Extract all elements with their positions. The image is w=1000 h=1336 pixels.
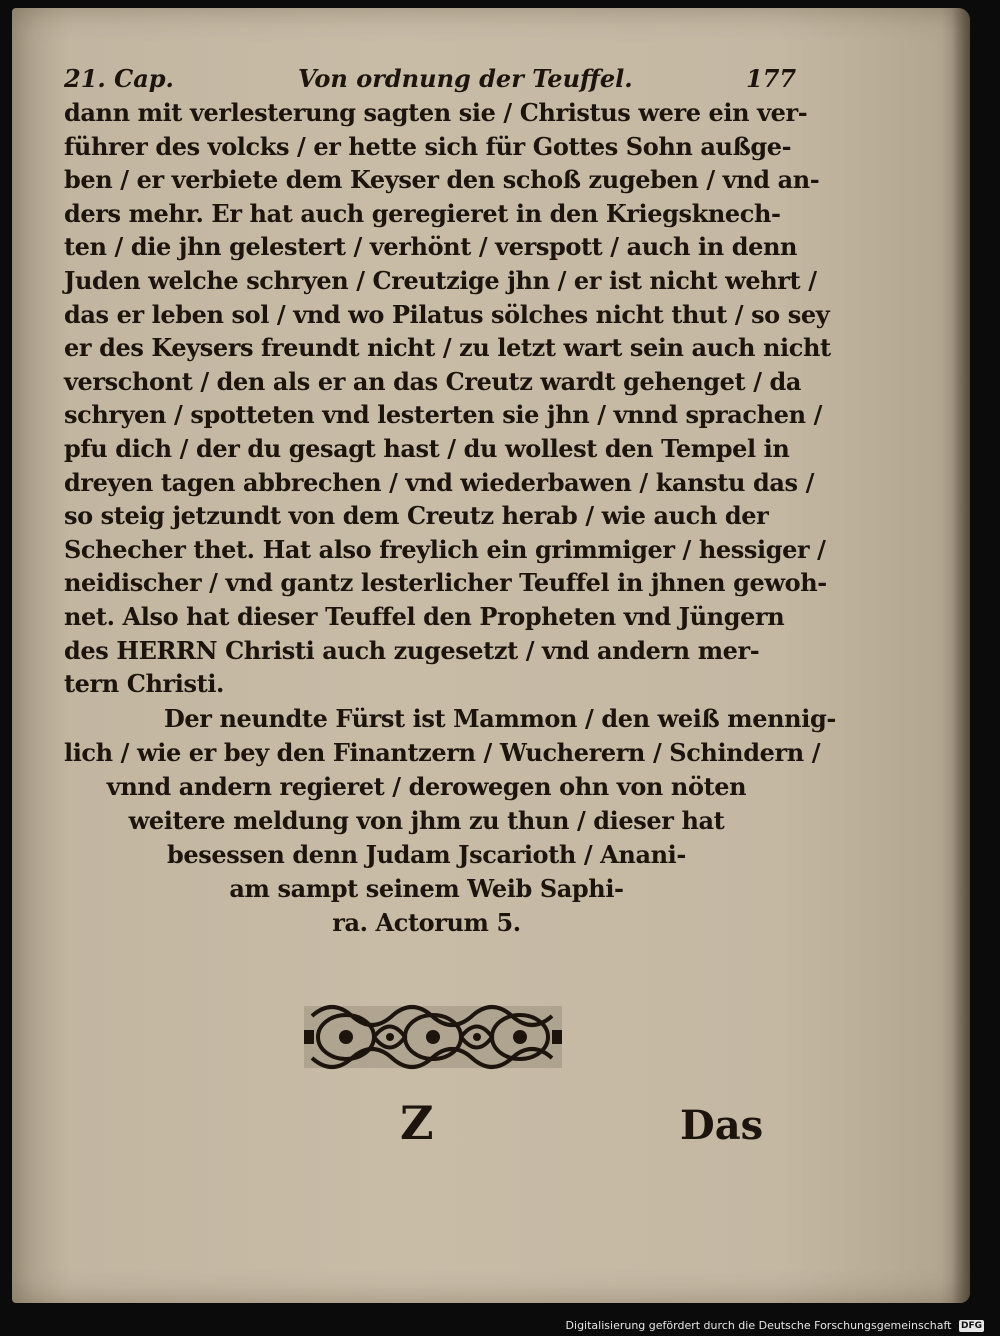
text-line: ders mehr. Er hat auch geregieret in den Kriegsknech- [64,198,781,228]
text-line: Der neundte Fürst ist Mammon / den weiß mennig- [164,704,836,733]
text-line: dann mit verlesterung sagten sie / Christus were ein ver- [64,98,808,127]
text-line: am sampt seinem Weib Saphi- [229,874,624,903]
chapter-label: 21. Cap. [64,64,174,93]
text-line: lich / wie er bey den Finantzern / Wucherern / Schindern / [64,738,821,767]
text-line: neidischer / vnd gantz lesterlicher Teuffel in jhnen gewoh- [64,568,827,598]
text-line: verschont / den als er an das Creutz wardt gehenget / da [64,366,802,396]
page-number: 177 [746,64,797,93]
text-line: besessen denn Judam Jscarioth / Anani- [167,840,686,869]
text-line: ten / die jhn gelestert / verhönt / verspott / auch in denn [64,232,798,262]
catchword: Das [680,1102,764,1149]
text-line: führer des volcks / er hette sich für Gottes Sohn außge- [64,131,792,161]
text-line: Schecher thet. Hat also freylich ein grimmiger / hessiger / [64,534,826,564]
text-line: vnnd andern regieret / derowegen ohn von nöten [106,772,747,801]
running-title: Von ordnung der Teuffel. [298,64,633,93]
text-line: tern Christi. [64,669,224,699]
credit-text: Digitalisierung gefördert durch die Deutsche Forschungsgemeinschaft [565,1319,952,1332]
digitization-credit [566,1318,984,1334]
text-line: ben / er verbiete dem Keyser den schoß zugeben / vnd an- [64,165,820,195]
text-line: weitere meldung von jhm zu thun / dieser hat [128,806,725,835]
text-line: des HERRN Christi auch zugesetzt / vnd andern mer- [64,635,760,665]
text-line: dreyen tagen abbrechen / vnd wiederbawen / kanstu das / [64,467,814,497]
text-line: net. Also hat dieser Teuffel den Propheten vnd Jüngern [64,601,785,631]
book-page [12,8,970,1303]
text-line: schryen / spotteten vnd lesterten sie jhn / vnnd sprachen / [64,400,822,430]
dfg-logo: DFG [960,1321,982,1331]
text-line: ra. Actorum 5. [332,908,521,937]
running-head [64,64,797,100]
text-line: so steig jetzundt von dem Creutz herab / wie auch der [64,501,769,531]
text-line: das er leben sol / vnd wo Pilatus sölches nicht thut / so sey [64,299,830,329]
signature-letter: Z [400,1096,434,1150]
paragraph-1 [64,96,831,701]
paragraph-2 [64,702,836,940]
text-line: pfu dich / der du gesagt hast / du wollest den Tempel in [64,433,790,463]
text-line: Juden welche schryen / Creutzige jhn / er ist nicht wehrt / [64,265,817,295]
printer-ornament [302,996,564,1078]
text-line: er des Keysers freundt nicht / zu letzt wart sein auch nicht [64,333,831,363]
